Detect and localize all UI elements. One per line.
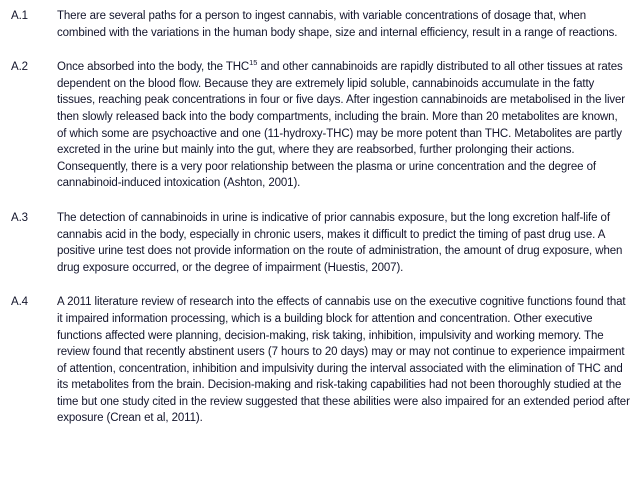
paragraph-label-a2: A.2 xyxy=(11,61,28,74)
paragraph-text-a1: There are several paths for a person to ingest cannabis, with variable concentrations of dosage that, when combined with the variations in the human body shape, size and internal efficiency, result in a range of reactions. xyxy=(57,10,618,39)
paragraph-text-a3: The detection of cannabinoids in urine is indicative of prior cannabis exposure, but the long excretion half-life of cannabis acid in the body, especially in chronic users, makes it difficult to predict the timing of past drug use. A positive urine test does not provide information on the route of administration, the amount of drug exposure, when drug exposure occurred, or the degree of impairment (Huestis, 2007). xyxy=(57,211,623,274)
paragraph-a3 xyxy=(11,210,630,276)
paragraph-text-a4: A 2011 literature review of research into the effects of cannabis use on the executive cognitive functions found that it impaired information processing, which is a building block for attention and concentration. Other executive functions affected were planning, decision-making, risk taking, inhibition, impulsivity and working memory. The review found that recently abstinent users (7 hours to 20 days) may or may not continue to experience impairment of attention, concentration, inhibition and impulsivity during the interval associated with the elimination of THC and its metabolites from the brain. Decision-making and risk-taking capabilities had not been thoroughly studied at the time but one study cited in the review suggested that these abilities were also impaired for an extended period after exposure (Crean et al, 2011). xyxy=(57,296,630,425)
paragraph-a2-text-part-2: and other cannabinoids are rapidly distributed to all other tissues at rates dependent on the blood flow. Because they are extremely lipid soluble, cannabinoids accumulate in the fatty tissues, reaching peak concentrations in four or five days. After ingestion cannabinoids are metabolised in the liver then slowly released back into the body compartments, including the brain. More than 20 metabolites are known, of which some are psychoactive and one (11-hydroxy-THC) may be more potent than THC. Metabolites are partly excreted in the urine but mainly into the gut, where they are reabsorbed, further prolonging their actions. Consequently, there is a very poor relationship between the plasma or urine concentration and the degree of cannabinoid-induced intoxication (Ashton, 2001). xyxy=(57,61,626,190)
paragraph-label-a1: A.1 xyxy=(11,10,28,22)
footnote-reference-15: 15 xyxy=(249,58,258,68)
paragraph-label-a3: A.3 xyxy=(11,211,28,224)
paragraph-a4 xyxy=(11,294,630,427)
paragraph-text-a2 xyxy=(57,59,630,192)
paragraph-a2 xyxy=(11,59,630,192)
paragraph-a2-text-part-1: Once absorbed into the body, the THC xyxy=(57,61,250,74)
paragraph-label-a4: A.4 xyxy=(11,296,28,309)
paragraph-a1 xyxy=(11,8,630,41)
